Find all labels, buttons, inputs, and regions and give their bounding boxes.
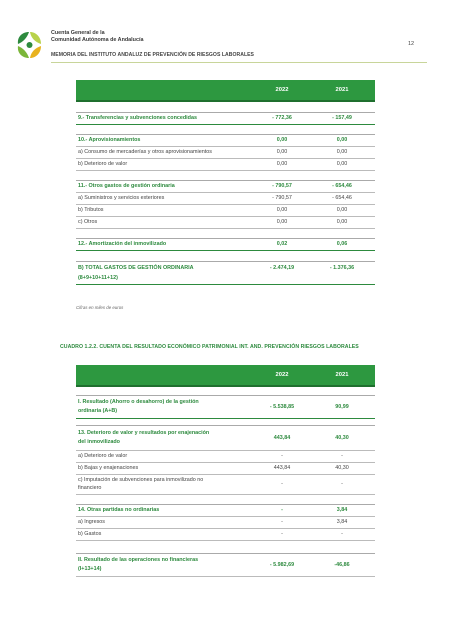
col-2021: 2021: [335, 87, 349, 93]
table-row: a) Consumo de mercaderías y otros aprovisionamientos 0,00 0,00: [76, 147, 375, 159]
table-header: [76, 80, 375, 102]
table-row: c) Imputación de subvenciones para inmovilizado no financiero - -: [76, 475, 375, 495]
table-row: b) Bajas y enajenaciones 443,84 40,30: [76, 463, 375, 475]
memoria-subtitle: MEMORIA DEL INSTITUTO ANDALUZ DE PREVENCIÓN DE RIESGOS LABORALES: [51, 52, 254, 58]
col-2022: 2022: [275, 372, 289, 378]
col-2022: 2022: [275, 87, 289, 93]
org-line-2: Comunidad Autónoma de Andalucía: [51, 36, 144, 43]
table-header: [76, 365, 375, 387]
org-line-1: Cuenta General de la: [51, 30, 105, 36]
table-row: 13. Deterioro de valor y resultados por enajenación del inmovilizado 443,84 40,30: [76, 426, 375, 451]
expenses-table: [76, 80, 375, 285]
units-note: Cifras en miles de euros: [76, 305, 124, 310]
header-divider: [51, 62, 427, 63]
junta-andalucia-logo: [14, 30, 44, 60]
table-row: c) Otros 0,00 0,00: [76, 217, 375, 229]
result-table: [76, 365, 375, 577]
table-row: 9.- Transferencias y subvenciones concedidas - 772,36 - 157,49: [76, 113, 375, 125]
org-name: [51, 30, 143, 43]
cuadro-title: CUADRO 1.2.2. CUENTA DEL RESULTADO ECONÓMICO PATRIMONIAL INT. AND. PREVENCIÓN RIESGOS LABORALES: [60, 344, 359, 350]
table-row: b) Tributos 0,00 0,00: [76, 205, 375, 217]
table-row-total: II. Resultado de las operaciones no financieras (I+13+14) - 5.982,69 -46,86: [76, 554, 375, 577]
table-row: 14. Otras partidas no ordinarias - 3,84: [76, 505, 375, 517]
table-row: a) Suministros y servicios exteriores - 790,57 - 654,46: [76, 193, 375, 205]
table-row-total: B) TOTAL GASTOS DE GESTIÓN ORDINARIA (8+9+10+11+12) - 2.474,19 - 1.376,36: [76, 262, 375, 285]
page-number: 12: [408, 41, 415, 47]
table-row: b) Gastos - -: [76, 529, 375, 541]
col-2021: 2021: [335, 372, 349, 378]
table-row: 11.- Otros gastos de gestión ordinaria - 790,57 - 654,46: [76, 181, 375, 193]
table-row: 10.- Aprovisionamientos 0,00 0,00: [76, 135, 375, 147]
table-row: b) Deterioro de valor 0,00 0,00: [76, 159, 375, 171]
table-row: a) Ingresos - 3,84: [76, 517, 375, 529]
table-row: a) Deterioro de valor - -: [76, 451, 375, 463]
table-row: I. Resultado (Ahorro o desahorro) de la gestión ordinaria (A+B) - 5.538,85 90,99: [76, 396, 375, 419]
table-row: 12.- Amortización del inmovilizado 0,02 0,06: [76, 239, 375, 251]
